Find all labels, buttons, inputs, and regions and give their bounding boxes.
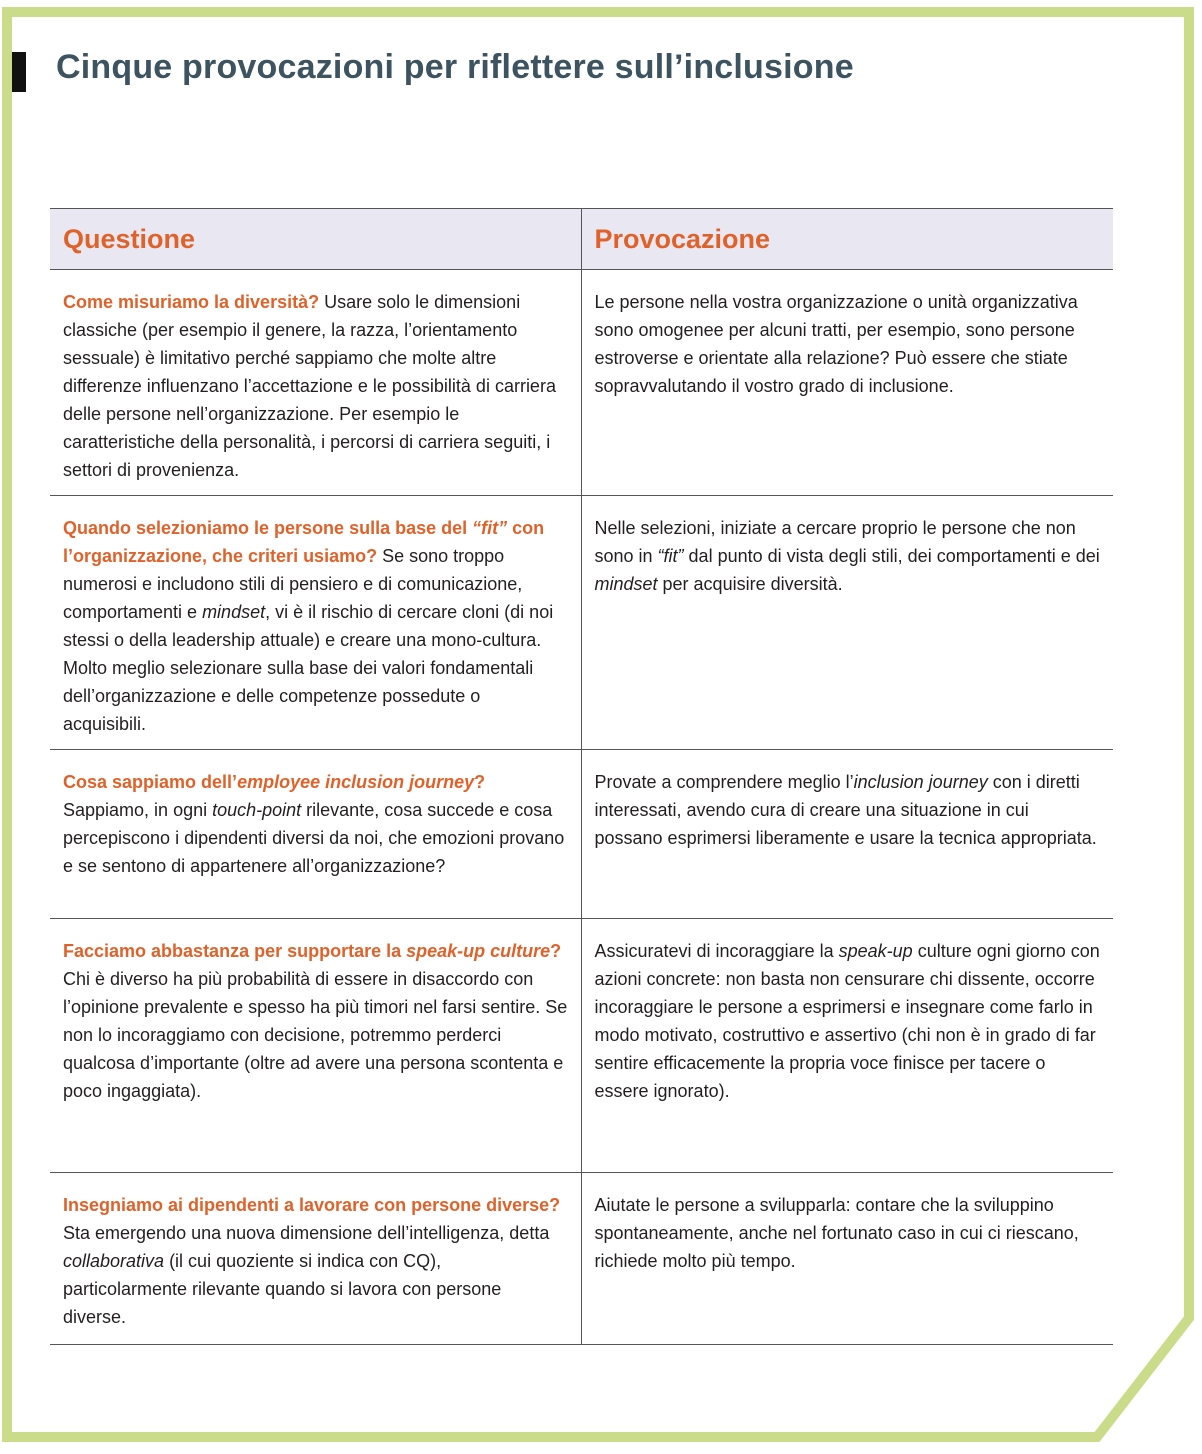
table-row (50, 270, 1113, 496)
table-row (50, 496, 1113, 750)
table-row (50, 919, 1113, 1173)
question-cell (50, 270, 581, 496)
question-cell (50, 496, 581, 750)
question-text-italic: touch-point (212, 800, 302, 820)
provocation-text: Nelle selezioni, iniziate a cercare proprio le persone che non sono in (594, 518, 1076, 566)
question-title-part: Cosa sappiamo dell’ (63, 772, 238, 792)
question-text: rilevante, cosa succede e cosa percepiscono i dipendenti diversi da noi, che emozioni provano e se sentono di appartenere all’organizzazione? (63, 800, 565, 876)
provocation-text: Provate a comprendere meglio l’ (594, 772, 854, 792)
provocation-cell (581, 270, 1113, 496)
provocation-text-italic: speak-up (838, 941, 913, 961)
question-text: Sappiamo, in ogni (63, 800, 213, 820)
provocation-text-italic: “fit” (657, 546, 684, 566)
question-title-italic: speak-up culture (406, 941, 551, 961)
question-title: Insegniamo ai dipendenti a lavorare con persone diverse? (63, 1195, 561, 1215)
question-title-part: ? (474, 772, 486, 792)
provocation-text: con i diretti interessati, avendo cura di creare una situazione in cui possano esprimersi liberamente e usare la tecnica appropriata. (594, 772, 1097, 848)
provocation-text: culture ogni giorno con azioni concrete: non basta non censurare chi dissente, occorre incoraggiare le persone a esprimersi e insegnare come farlo in modo motivato, costruttivo e assertivo (chi non è in grado di far sentire efficacemente la propria voce finisce per tacere o essere ignorato). (594, 941, 1100, 1101)
provocation-text: per acquisire diversità. (657, 574, 843, 594)
provocation-text: Aiutate le persone a svilupparla: contare che la sviluppino spontaneamente, anche nel fortunato caso in cui ci riescano, richiede molto più tempo. (594, 1195, 1079, 1271)
question-title-part: con l’organizzazione, che criteri usiamo? (63, 518, 545, 566)
provocation-text: Le persone nella vostra organizzazione o unità organizzativa sono omogenee per alcuni tratti, per esempio, sono persone estroverse e orientate alla relazione? Può essere che stiate sopravvalutando il vostro grado di inclusione. (594, 292, 1078, 396)
question-title-part: Facciamo abbastanza per supportare la (63, 941, 407, 961)
provocation-cell (581, 1173, 1113, 1345)
question-title (63, 941, 561, 961)
question-title-italic: “fit” (472, 518, 508, 538)
table-row (50, 750, 1113, 919)
table-header-row (50, 209, 1113, 270)
question-text-italic: collaborativa (63, 1251, 165, 1271)
provocation-text: dal punto di vista degli stili, dei comportamenti e dei (683, 546, 1100, 566)
header-questione: Questione (50, 209, 581, 270)
question-title: Come misuriamo la diversità? (63, 292, 320, 312)
question-title-part: ? (550, 941, 562, 961)
table-row (50, 1173, 1113, 1345)
header-provocazione: Provocazione (581, 209, 1113, 270)
provocation-text: Assicuratevi di incoraggiare la (594, 941, 839, 961)
question-text: Sta emergendo una nuova dimensione dell’intelligenza, detta (63, 1223, 550, 1243)
question-text: Usare solo le dimensioni classiche (per esempio il genere, la razza, l’orientamento sessuale) è limitativo perché sappiamo che molte altre differenze influenzano l’accettazione e le possibilità di carriera delle persone nell’organizzazione. Per esempio le caratteristiche della personalità, i percorsi di carriera seguiti, i settori di provenienza. (63, 292, 556, 480)
question-text: Se sono troppo numerosi e includono stili di pensiero e di comunicazione, comportamenti e (63, 546, 523, 622)
question-text-italic: mindset (202, 602, 266, 622)
question-title-italic: employee inclusion journey (237, 772, 475, 792)
question-cell (50, 919, 581, 1173)
question-text: (il cui quoziente si indica con CQ), particolarmente rilevante quando si lavora con persone diverse. (63, 1251, 502, 1327)
question-text: , vi è il rischio di cercare cloni (di noi stessi o della leadership attuale) e creare una mono-cultura. Molto meglio selezionare sulla base dei valori fondamentali dell’organizzazione e delle competenze possedute o acquisibili. (63, 602, 554, 734)
provocation-cell (581, 750, 1113, 919)
question-cell (50, 750, 581, 919)
question-title (63, 772, 485, 792)
provocation-cell (581, 919, 1113, 1173)
question-text: Chi è diverso ha più probabilità di essere in disaccordo con l’opinione prevalente e spesso ha più timori nel farsi sentire. Se non lo incoraggiamo con decisione, potremmo perderci qualcosa d’importante (oltre ad avere una persona scontenta e poco ingaggiata). (63, 969, 568, 1101)
question-title-part: Quando selezioniamo le persone sulla base del (63, 518, 473, 538)
question-cell (50, 1173, 581, 1345)
provocation-text-italic: mindset (594, 574, 658, 594)
provocations-table (50, 208, 1113, 1345)
title-marker (12, 52, 26, 92)
provocation-cell (581, 496, 1113, 750)
provocation-text-italic: inclusion journey (853, 772, 988, 792)
page-title: Cinque provocazioni per riflettere sull’inclusione (56, 48, 854, 86)
